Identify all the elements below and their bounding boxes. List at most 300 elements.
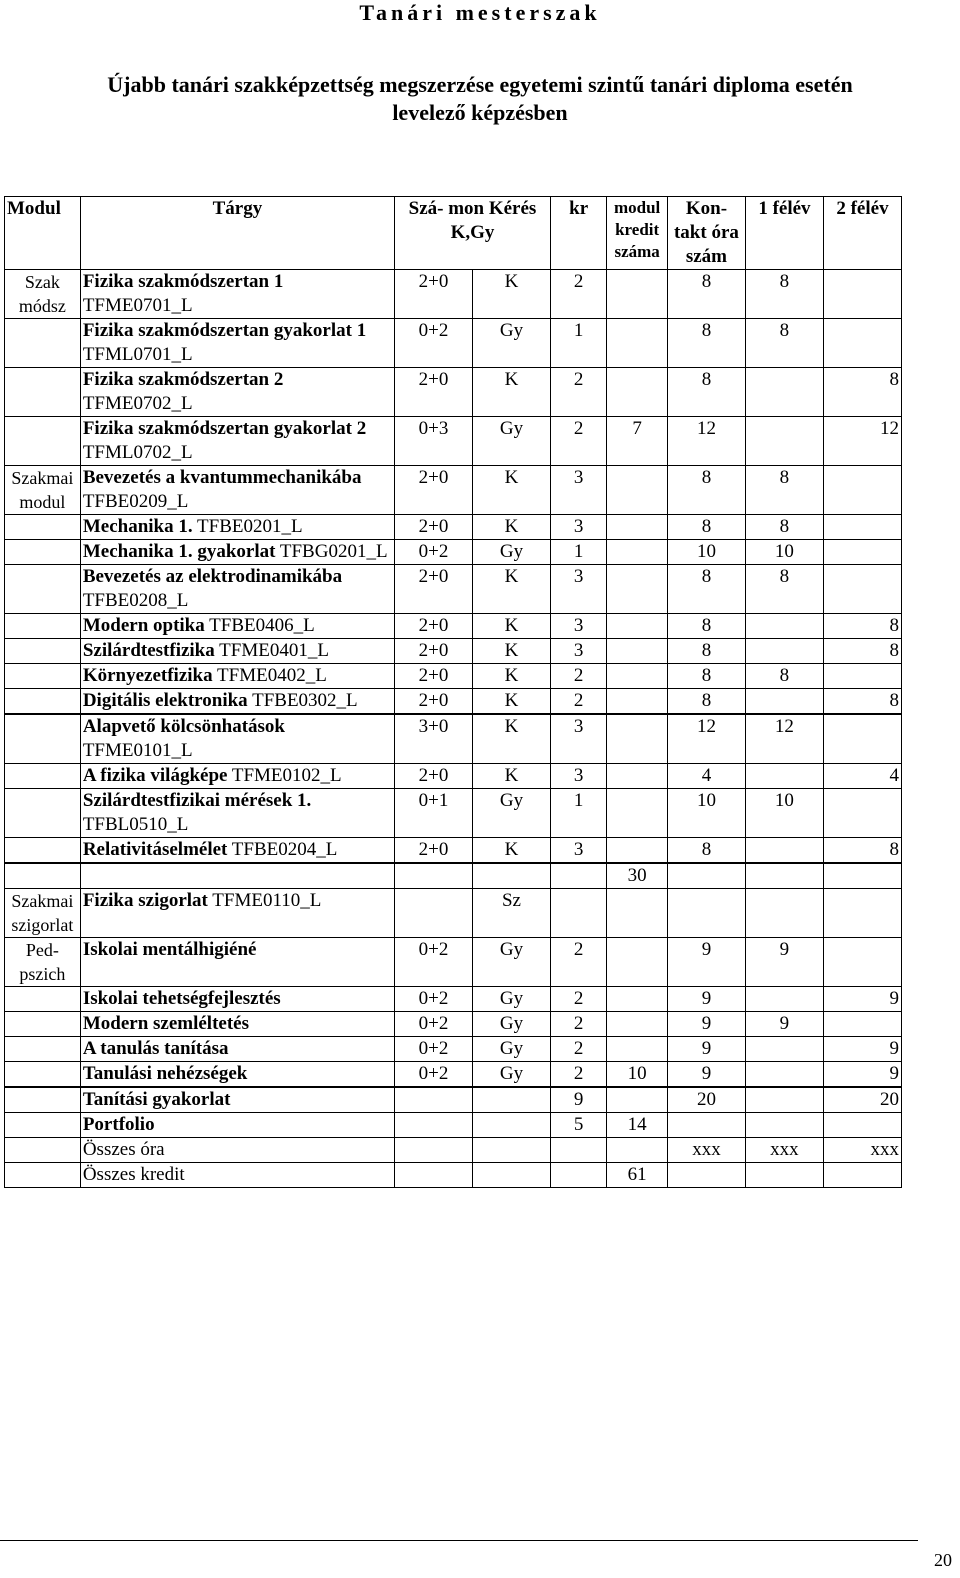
module-credit-cell [607, 1012, 668, 1037]
module-credit-cell [607, 614, 668, 639]
modul-cell [5, 614, 81, 639]
contact-hours-cell [667, 864, 745, 889]
exam-type-cell: Gy [472, 987, 550, 1012]
contact-hours-cell [667, 1113, 745, 1138]
module-credit-cell: 30 [607, 864, 668, 889]
header-szamonkeres: Szá- mon Kérés K,Gy [394, 197, 550, 270]
subject-code: TFME0401_L [214, 640, 329, 661]
module-credit-cell [607, 987, 668, 1012]
semester2-cell [823, 789, 901, 838]
semester1-cell: 9 [745, 1012, 823, 1037]
hours-cell: 2+0 [394, 838, 472, 863]
table-row [5, 1088, 902, 1113]
semester1-cell [745, 639, 823, 664]
semester2-cell: 8 [823, 689, 901, 714]
subject-name: Relativitáselmélet [82, 839, 228, 860]
contact-hours-cell: 9 [667, 987, 745, 1012]
hours-cell [394, 889, 472, 938]
table-row [5, 689, 902, 714]
subject-code: TFME0702_L [82, 393, 193, 414]
module-credit-cell [607, 515, 668, 540]
subject-name: Bevezetés a kvantummechanikába [82, 467, 362, 488]
modul-cell [5, 689, 81, 714]
module-credit-cell [607, 565, 668, 614]
hours-cell: 2+0 [394, 664, 472, 689]
credit-cell [550, 1138, 606, 1163]
hours-cell: 0+2 [394, 938, 472, 987]
module-credit-cell [607, 319, 668, 368]
header-kontakt: Kon- takt óra szám [667, 197, 745, 270]
table-row [5, 319, 902, 368]
semester1-cell: xxx [745, 1138, 823, 1163]
exam-type-cell: Gy [472, 540, 550, 565]
contact-hours-cell: 9 [667, 938, 745, 987]
module-credit-cell [607, 715, 668, 764]
credit-cell: 1 [550, 319, 606, 368]
subject-cell [80, 1113, 394, 1138]
module-credit-cell [607, 466, 668, 515]
subject-code: TFME0110_L [207, 890, 322, 911]
contact-hours-cell: 4 [667, 764, 745, 789]
exam-type-cell [472, 1088, 550, 1113]
subject-name: Tanulási nehézségek [82, 1063, 248, 1084]
modul-cell [5, 1012, 81, 1037]
credit-cell: 3 [550, 614, 606, 639]
subject-code: Összes óra [82, 1139, 165, 1160]
subject-cell [80, 466, 394, 515]
module-credit-cell: 14 [607, 1113, 668, 1138]
document-title-line1: Újabb tanári szakképzettség megszerzése egyetemi szintű tanári diploma esetén [107, 72, 853, 97]
hours-cell [394, 1138, 472, 1163]
module-credit-cell [607, 664, 668, 689]
credit-cell: 3 [550, 639, 606, 664]
semester2-cell [823, 715, 901, 764]
table-row [5, 417, 902, 466]
exam-type-cell: Gy [472, 1012, 550, 1037]
semester1-cell: 9 [745, 938, 823, 987]
subject-code: TFML0701_L [82, 344, 193, 365]
table-row [5, 715, 902, 764]
table-body [5, 270, 902, 1188]
hours-cell: 2+0 [394, 689, 472, 714]
hours-cell: 2+0 [394, 368, 472, 417]
curriculum-table [4, 196, 902, 1188]
subject-name: Fizika szakmódszertan 1 [82, 271, 284, 292]
subject-name: Iskolai tehetségfejlesztés [82, 988, 281, 1009]
subject-code: TFME0402_L [212, 665, 327, 686]
semester1-cell [745, 987, 823, 1012]
table-row [5, 270, 902, 319]
hours-cell: 0+2 [394, 1037, 472, 1062]
modul-cell [5, 1062, 81, 1087]
hours-cell: 2+0 [394, 764, 472, 789]
exam-type-cell: K [472, 764, 550, 789]
hours-cell: 0+1 [394, 789, 472, 838]
credit-cell: 9 [550, 1088, 606, 1113]
exam-type-cell: Gy [472, 417, 550, 466]
module-credit-cell [607, 838, 668, 863]
exam-type-cell: K [472, 639, 550, 664]
subject-code: TFME0101_L [82, 740, 193, 761]
contact-hours-cell: 9 [667, 1037, 745, 1062]
credit-cell: 2 [550, 689, 606, 714]
subject-name: Portfolio [82, 1114, 155, 1135]
subject-cell [80, 1088, 394, 1113]
subject-cell [80, 889, 394, 938]
subject-name: Modern szemléltetés [82, 1013, 250, 1034]
modul-cell [5, 319, 81, 368]
subject-name: Mechanika 1. [82, 516, 193, 537]
exam-type-cell [472, 864, 550, 889]
module-credit-cell [607, 689, 668, 714]
modul-cell [5, 1138, 81, 1163]
subject-cell [80, 764, 394, 789]
modul-cell: Szakmai modul [5, 466, 81, 515]
exam-type-cell [472, 1138, 550, 1163]
credit-cell: 2 [550, 1062, 606, 1087]
modul-cell: Szak módsz [5, 270, 81, 319]
credit-cell: 1 [550, 540, 606, 565]
table-row [5, 764, 902, 789]
subject-cell [80, 417, 394, 466]
subject-name: Bevezetés az elektrodinamikába [82, 566, 343, 587]
modul-cell [5, 565, 81, 614]
subject-name: Tanítási gyakorlat [82, 1089, 231, 1110]
semester1-cell [745, 864, 823, 889]
hours-cell: 0+2 [394, 319, 472, 368]
contact-hours-cell: 8 [667, 664, 745, 689]
exam-type-cell [472, 1113, 550, 1138]
header-targy: Tárgy [80, 197, 394, 270]
module-credit-cell [607, 938, 668, 987]
credit-cell [550, 1163, 606, 1188]
subject-cell [80, 1138, 394, 1163]
subject-name: Iskolai mentálhigiéné [82, 939, 257, 960]
subject-cell [80, 270, 394, 319]
subject-cell [80, 987, 394, 1012]
table-row [5, 864, 902, 889]
subject-cell [80, 319, 394, 368]
modul-cell [5, 864, 81, 889]
header-kr: kr [550, 197, 606, 270]
semester1-cell: 8 [745, 565, 823, 614]
running-header: Tanári mesterszak [359, 0, 601, 25]
subject-name: Fizika szigorlat [82, 890, 208, 911]
semester2-cell: 4 [823, 764, 901, 789]
subject-name: Alapvető kölcsönhatások [82, 716, 285, 737]
table-row [5, 1062, 902, 1087]
modul-cell [5, 838, 81, 863]
semester2-cell: 9 [823, 1037, 901, 1062]
contact-hours-cell: 12 [667, 715, 745, 764]
exam-type-cell: K [472, 368, 550, 417]
page-number: 20 [934, 1550, 952, 1570]
credit-cell [550, 864, 606, 889]
exam-type-cell: K [472, 466, 550, 515]
subject-code: TFBE0209_L [82, 491, 189, 512]
semester2-cell: 9 [823, 987, 901, 1012]
exam-type-cell: K [472, 715, 550, 764]
credit-cell [550, 889, 606, 938]
credit-cell: 2 [550, 368, 606, 417]
credit-cell: 2 [550, 1037, 606, 1062]
semester2-cell: 8 [823, 368, 901, 417]
credit-cell: 3 [550, 764, 606, 789]
modul-cell: Szakmai szigorlat [5, 889, 81, 938]
semester2-cell [823, 466, 901, 515]
modul-cell: Ped- pszich [5, 938, 81, 987]
modul-cell [5, 515, 81, 540]
semester2-cell [823, 1113, 901, 1138]
contact-hours-cell: 8 [667, 614, 745, 639]
credit-cell: 2 [550, 664, 606, 689]
subject-code: TFBE0201_L [192, 516, 303, 537]
table-row [5, 838, 902, 863]
module-credit-cell [607, 1037, 668, 1062]
hours-cell: 2+0 [394, 614, 472, 639]
hours-cell: 0+2 [394, 540, 472, 565]
credit-cell: 3 [550, 838, 606, 863]
subject-code: Összes kredit [82, 1164, 185, 1185]
hours-cell: 2+0 [394, 639, 472, 664]
credit-cell: 3 [550, 515, 606, 540]
contact-hours-cell: 8 [667, 270, 745, 319]
module-credit-cell: 10 [607, 1062, 668, 1087]
semester1-cell: 8 [745, 515, 823, 540]
hours-cell [394, 1113, 472, 1138]
semester2-cell [823, 664, 901, 689]
subject-cell [80, 540, 394, 565]
semester2-cell: 9 [823, 1062, 901, 1087]
header-modul-kredit: modul kredit száma [607, 197, 668, 270]
semester1-cell: 10 [745, 540, 823, 565]
subject-code: TFBE0208_L [82, 590, 189, 611]
hours-cell: 0+2 [394, 987, 472, 1012]
semester2-cell: 12 [823, 417, 901, 466]
credit-cell: 1 [550, 789, 606, 838]
modul-cell [5, 715, 81, 764]
exam-type-cell: Gy [472, 1062, 550, 1087]
subject-cell [80, 1037, 394, 1062]
subject-name: Környezetfizika [82, 665, 213, 686]
exam-type-cell: Gy [472, 319, 550, 368]
semester1-cell [745, 614, 823, 639]
table-row [5, 466, 902, 515]
semester1-cell [745, 368, 823, 417]
module-credit-cell [607, 639, 668, 664]
table-row [5, 540, 902, 565]
module-credit-cell [607, 368, 668, 417]
credit-cell: 3 [550, 466, 606, 515]
subject-name: Mechanika 1. gyakorlat [82, 541, 276, 562]
semester2-cell: 8 [823, 614, 901, 639]
contact-hours-cell [667, 889, 745, 938]
module-credit-cell [607, 789, 668, 838]
subject-code: TFBG0201_L [275, 541, 388, 562]
modul-cell [5, 987, 81, 1012]
semester2-cell [823, 319, 901, 368]
module-credit-cell: 7 [607, 417, 668, 466]
hours-cell [394, 864, 472, 889]
semester1-cell: 12 [745, 715, 823, 764]
semester1-cell: 10 [745, 789, 823, 838]
subject-code: TFBE0204_L [227, 839, 338, 860]
semester1-cell [745, 1037, 823, 1062]
table-row [5, 1163, 902, 1188]
subject-code: TFBL0510_L [82, 814, 189, 835]
semester1-cell [745, 1062, 823, 1087]
hours-cell: 3+0 [394, 715, 472, 764]
subject-code: TFML0702_L [82, 442, 193, 463]
module-credit-cell [607, 1088, 668, 1113]
contact-hours-cell: 10 [667, 540, 745, 565]
header-felev2: 2 félév [823, 197, 901, 270]
subject-name: Digitális elektronika [82, 690, 248, 711]
subject-cell [80, 789, 394, 838]
table-row [5, 614, 902, 639]
subject-cell [80, 639, 394, 664]
semester2-cell [823, 270, 901, 319]
table-row [5, 1138, 902, 1163]
module-credit-cell [607, 889, 668, 938]
table-row [5, 639, 902, 664]
semester2-cell: 20 [823, 1088, 901, 1113]
contact-hours-cell: 8 [667, 515, 745, 540]
exam-type-cell: K [472, 614, 550, 639]
modul-cell [5, 417, 81, 466]
header-felev1: 1 félév [745, 197, 823, 270]
table-row [5, 565, 902, 614]
subject-cell [80, 1163, 394, 1188]
semester2-cell: xxx [823, 1138, 901, 1163]
table-row [5, 368, 902, 417]
semester2-cell [823, 864, 901, 889]
subject-cell [80, 715, 394, 764]
semester2-cell: 8 [823, 838, 901, 863]
subject-cell [80, 368, 394, 417]
table-row [5, 1012, 902, 1037]
subject-name: Szilárdtestfizikai mérések 1. [82, 790, 312, 811]
exam-type-cell: Gy [472, 938, 550, 987]
subject-cell [80, 565, 394, 614]
table-row [5, 889, 902, 938]
semester2-cell: 8 [823, 639, 901, 664]
hours-cell: 0+3 [394, 417, 472, 466]
credit-cell: 3 [550, 565, 606, 614]
subject-cell [80, 689, 394, 714]
module-credit-cell [607, 1138, 668, 1163]
exam-type-cell: Sz [472, 889, 550, 938]
semester1-cell [745, 1113, 823, 1138]
subject-cell [80, 864, 394, 889]
subject-name: Szilárdtestfizika [82, 640, 215, 661]
subject-name: Fizika szakmódszertan gyakorlat 1 [82, 320, 367, 341]
table-row [5, 1113, 902, 1138]
header-modul: Modul [5, 197, 81, 270]
modul-cell [5, 764, 81, 789]
semester1-cell: 8 [745, 664, 823, 689]
subject-code: TFBE0406_L [204, 615, 315, 636]
subject-cell [80, 1012, 394, 1037]
semester2-cell [823, 515, 901, 540]
subject-name: A fizika világképe [82, 765, 228, 786]
hours-cell: 0+2 [394, 1062, 472, 1087]
exam-type-cell: K [472, 664, 550, 689]
credit-cell: 2 [550, 938, 606, 987]
modul-cell [5, 1037, 81, 1062]
exam-type-cell: Gy [472, 789, 550, 838]
subject-name: A tanulás tanítása [82, 1038, 229, 1059]
subject-cell [80, 938, 394, 987]
table-row [5, 1037, 902, 1062]
hours-cell: 2+0 [394, 565, 472, 614]
credit-cell: 2 [550, 417, 606, 466]
contact-hours-cell: 9 [667, 1062, 745, 1087]
exam-type-cell: K [472, 270, 550, 319]
contact-hours-cell: 9 [667, 1012, 745, 1037]
modul-cell [5, 789, 81, 838]
exam-type-cell [472, 1163, 550, 1188]
hours-cell [394, 1163, 472, 1188]
semester2-cell [823, 938, 901, 987]
credit-cell: 5 [550, 1113, 606, 1138]
semester1-cell [745, 764, 823, 789]
hours-cell: 2+0 [394, 270, 472, 319]
semester2-cell [823, 1163, 901, 1188]
contact-hours-cell: 8 [667, 689, 745, 714]
hours-cell: 2+0 [394, 466, 472, 515]
semester2-cell [823, 565, 901, 614]
credit-cell: 3 [550, 715, 606, 764]
exam-type-cell: K [472, 515, 550, 540]
subject-name: Modern optika [82, 615, 205, 636]
subject-cell [80, 614, 394, 639]
contact-hours-cell: 8 [667, 368, 745, 417]
semester1-cell [745, 889, 823, 938]
subject-cell [80, 1062, 394, 1087]
module-credit-cell [607, 540, 668, 565]
credit-cell: 2 [550, 1012, 606, 1037]
semester1-cell [745, 417, 823, 466]
table-row [5, 515, 902, 540]
semester2-cell [823, 889, 901, 938]
semester1-cell [745, 1163, 823, 1188]
subject-code: TFBE0302_L [247, 690, 358, 711]
modul-cell [5, 1088, 81, 1113]
subject-cell [80, 664, 394, 689]
credit-cell: 2 [550, 270, 606, 319]
contact-hours-cell: 8 [667, 466, 745, 515]
modul-cell [5, 368, 81, 417]
exam-type-cell: Gy [472, 1037, 550, 1062]
modul-cell [5, 664, 81, 689]
semester1-cell: 8 [745, 466, 823, 515]
table-row [5, 987, 902, 1012]
hours-cell [394, 1088, 472, 1113]
table-row [5, 938, 902, 987]
hours-cell: 0+2 [394, 1012, 472, 1037]
modul-cell [5, 639, 81, 664]
modul-cell [5, 1113, 81, 1138]
contact-hours-cell: 8 [667, 639, 745, 664]
contact-hours-cell: 20 [667, 1088, 745, 1113]
module-credit-cell [607, 270, 668, 319]
semester1-cell: 8 [745, 270, 823, 319]
table-row [5, 789, 902, 838]
contact-hours-cell: 8 [667, 319, 745, 368]
exam-type-cell: K [472, 689, 550, 714]
semester2-cell [823, 540, 901, 565]
